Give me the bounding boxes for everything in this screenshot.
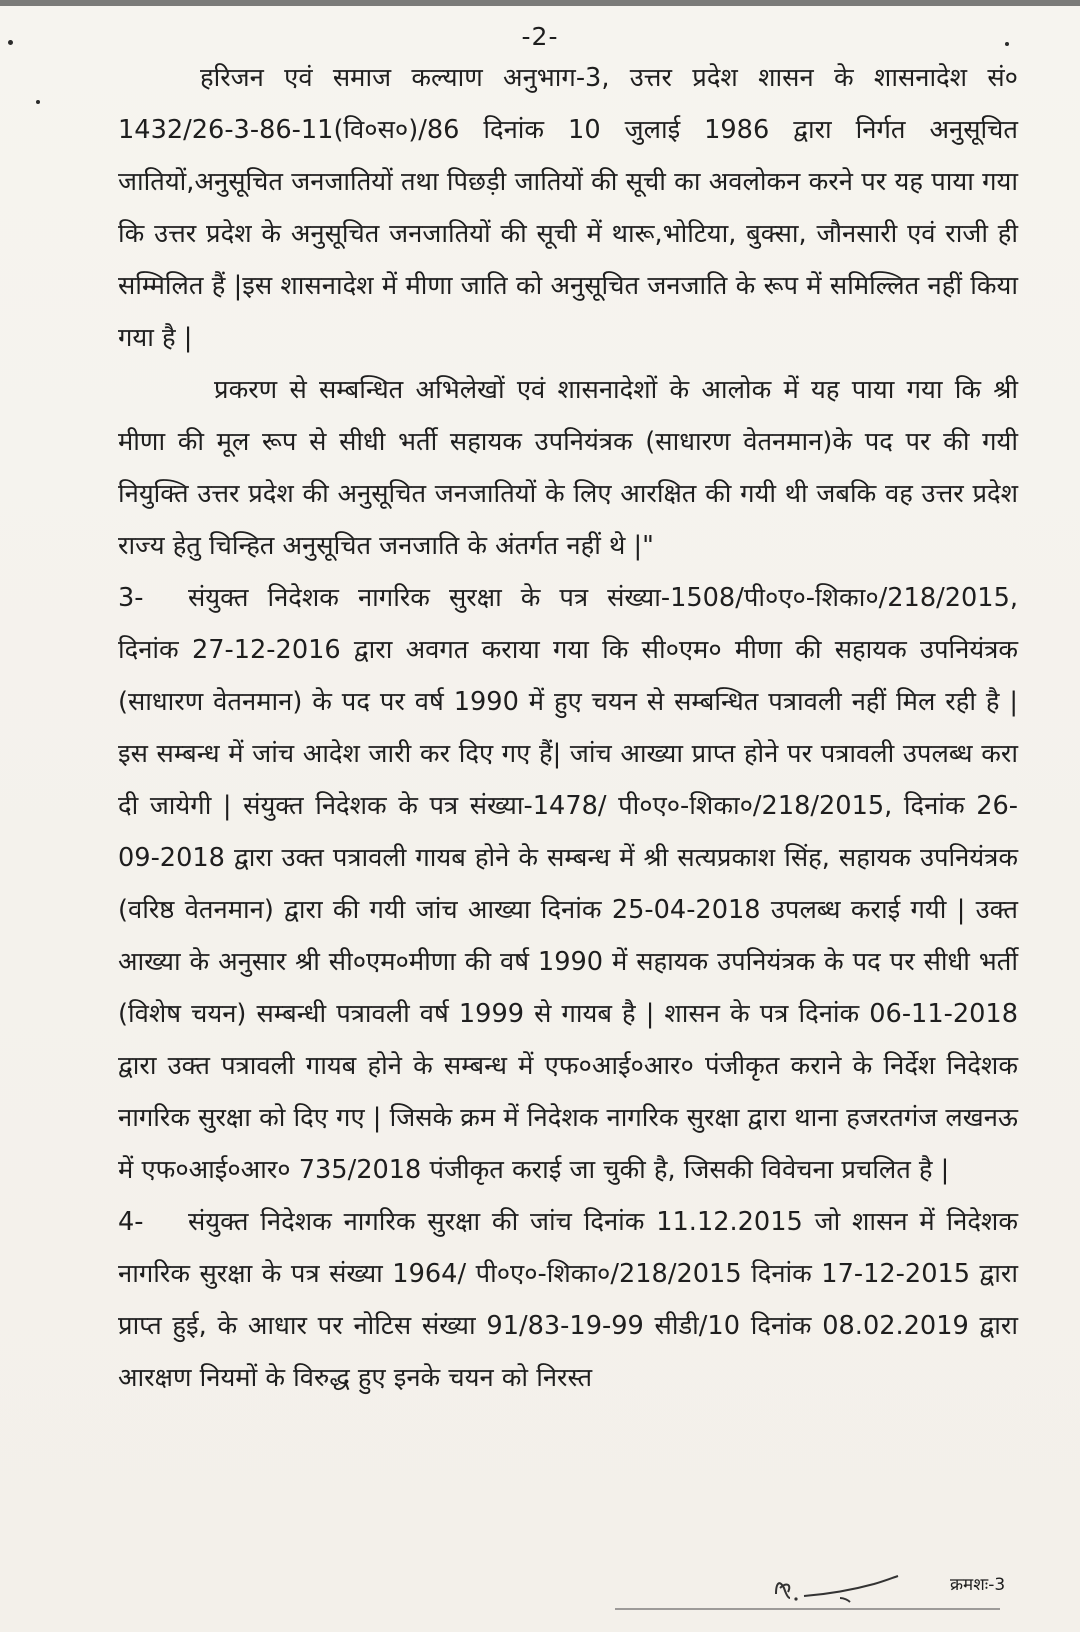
- handwritten-initial-signature: [770, 1568, 920, 1608]
- scan-speck: [36, 100, 40, 104]
- footer-rule: [615, 1608, 1000, 1610]
- page-number: -2-: [521, 22, 559, 51]
- paragraph-number: 4-: [118, 1207, 144, 1237]
- document-body: [118, 52, 1018, 1404]
- continuation-marker: क्रमशः-3: [950, 1575, 1006, 1595]
- paragraph-number: 3-: [118, 583, 144, 613]
- scan-edge-mark: [0, 0, 1080, 6]
- page-footer: [0, 1560, 1080, 1620]
- paragraph-text: संयुक्त निदेशक नागरिक सुरक्षा की जांच दिनांक 11.12.2015 जो शासन में निदेशक नागरिक सुरक्षा के पत्र संख्या 1964/ पी०ए०-शिका०/218/2015 दिनांक 17-12-2015 द्वारा प्राप्त हुई, के आधार पर नोटिस संख्या 91/83-19-99 सीडी/10 दिनांक 08.02.2019 द्वारा आरक्षण नियमों के विरुद्ध हुए इनके चयन को निरस्त: [118, 1207, 1018, 1393]
- paragraph-2: प्रकरण से सम्बन्धित अभिलेखों एवं शासनादेशों के आलोक में यह पाया गया कि श्री मीणा की मूल रूप से सीधी भर्ती सहायक उपनियंत्रक (साधारण वेतनमान)के पद पर की गयी नियुक्ति उत्तर प्रदेश की अनुसूचित जनजातियों के लिए आरक्षित की गयी थी जबकि वह उत्तर प्रदेश राज्य हेतु चिन्हित अनुसूचित जनजाति के अंतर्गत नहीं थे |": [118, 375, 1018, 561]
- paragraph-4: [118, 1196, 1018, 1404]
- paragraph-text: संयुक्त निदेशक नागरिक सुरक्षा के पत्र संख्या-1508/पी०ए०-शिका०/218/2015, दिनांक 27-12-2016 द्वारा अवगत कराया गया कि सी०एम० मीणा की सहायक उपनियंत्रक (साधारण वेतनमान) के पद पर वर्ष 1990 में हुए चयन से सम्बन्धित पत्रावली नहीं मिल रही है | इस सम्बन्ध में जांच आदेश जारी कर दिए गए हैं| जांच आख्या प्राप्त होने पर पत्रावली उपलब्ध करा दी जायेगी | संयुक्त निदेशक के पत्र संख्या-1478/ पी०ए०-शिका०/218/2015, दिनांक 26-09-2018 द्वारा उक्त पत्रावली गायब होने के सम्बन्ध में श्री सत्यप्रकाश सिंह, सहायक उपनियंत्रक (वरिष्ठ वेतनमान) द्वारा की गयी जांच आख्या दिनांक 25-04-2018 उपलब्ध कराई गयी | उक्त आख्या के अनुसार श्री सी०एम०मीणा की वर्ष 1990 में सहायक उपनियंत्रक के पद पर सीधी भर्ती (विशेष चयन) सम्बन्धी पत्रावली वर्ष 1999 से गायब है | शासन के पत्र दिनांक 06-11-2018 द्वारा उक्त पत्रावली गायब होने के सम्बन्ध में एफ०आई०आर० पंजीकृत कराने के निर्देश निदेशक नागरिक सुरक्षा को दिए गए | जिसके क्रम में निदेशक नागरिक सुरक्षा द्वारा थाना हजरतगंज लखनऊ में एफ०आई०आर० 735/2018 पंजीकृत कराई जा चुकी है, जिसकी विवेचना प्रचलित है |: [118, 583, 1018, 1185]
- paragraph-1: हरिजन एवं समाज कल्याण अनुभाग-3, उत्तर प्रदेश शासन के शासनादेश सं० 1432/26-3-86-11(वि०स०)/86 दिनांक 10 जुलाई 1986 द्वारा निर्गत अनुसूचित जातियों,अनुसूचित जनजातियों तथा पिछड़ी जातियों की सूची का अवलोकन करने पर यह पाया गया कि उत्तर प्रदेश के अनुसूचित जनजातियों की सूची में थारू,भोटिया, बुक्सा, जौनसारी एवं राजी ही सम्मिलित हैं |इस शासनादेश में मीणा जाति को अनुसूचित जनजाति के रूप में समिल्लित नहीं किया गया है |: [118, 63, 1018, 353]
- paragraph-3: [118, 572, 1018, 1196]
